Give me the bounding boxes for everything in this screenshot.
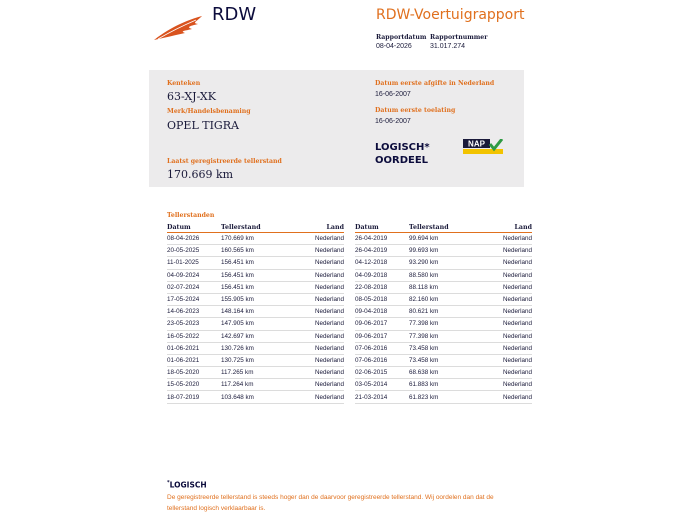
cell-date: 09-06-2017 (355, 330, 409, 342)
cell-date: 23-05-2023 (167, 318, 221, 330)
cell-reading: 61.823 km (409, 391, 469, 403)
cell-reading: 148.164 km (221, 306, 281, 318)
license-plate: 63-XJ-XK (167, 90, 216, 103)
table-row (167, 391, 344, 403)
table-row (167, 269, 344, 281)
cell-date: 16-05-2022 (167, 330, 221, 342)
cell-country: Nederland (281, 318, 344, 330)
last-odometer-label: Laatst geregistreerde tellerstand (167, 158, 282, 165)
plate-label: Kenteken (167, 80, 201, 87)
cell-reading: 155.905 km (221, 293, 281, 305)
cell-country: Nederland (281, 233, 344, 245)
report-date: 08-04-2026 (376, 43, 412, 50)
footnote-text: De geregistreerde tellerstand is steeds hoger dan de daarvoor geregistreerde tellerstand. Wij oordelen dan dat de tellerstand logisch verklaarbaar is. (167, 494, 494, 512)
brand-name: RDW (212, 4, 257, 25)
cell-date: 21-03-2014 (355, 391, 409, 403)
cell-reading: 93.290 km (409, 257, 469, 269)
footnote-marker: * (167, 480, 170, 486)
table-row (355, 330, 532, 342)
document-title: RDW-Voertuigrapport (376, 7, 525, 23)
cell-date: 01-06-2021 (167, 342, 221, 354)
table-row (355, 354, 532, 366)
cell-date: 20-05-2025 (167, 245, 221, 257)
cell-country: Nederland (469, 306, 532, 318)
cell-country: Nederland (281, 342, 344, 354)
cell-date: 18-05-2020 (167, 367, 221, 379)
cell-country: Nederland (281, 367, 344, 379)
cell-date: 22-08-2018 (355, 281, 409, 293)
cell-country: Nederland (469, 245, 532, 257)
cell-reading: 61.883 km (409, 379, 469, 391)
cell-country: Nederland (469, 342, 532, 354)
table-row (355, 233, 532, 245)
cell-reading: 77.398 km (409, 330, 469, 342)
report-date-label: Rapportdatum (376, 34, 427, 41)
vehicle-summary-panel (149, 70, 524, 187)
cell-date: 14-06-2023 (167, 306, 221, 318)
cell-country: Nederland (469, 293, 532, 305)
cell-date: 08-04-2026 (167, 233, 221, 245)
table-row (167, 330, 344, 342)
cell-reading: 99.694 km (409, 233, 469, 245)
table-row (355, 257, 532, 269)
column-header-country: Land (281, 223, 344, 233)
cell-reading: 68.638 km (409, 367, 469, 379)
cell-date: 11-01-2025 (167, 257, 221, 269)
odometer-section-title: Tellerstanden (167, 212, 215, 219)
cell-date: 17-05-2024 (167, 293, 221, 305)
verdict-line-1: LOGISCH* (375, 142, 430, 153)
last-odometer-value: 170.669 km (167, 168, 234, 181)
cell-date: 18-07-2019 (167, 391, 221, 403)
table-row (167, 318, 344, 330)
table-row (355, 367, 532, 379)
cell-date: 02-07-2024 (167, 281, 221, 293)
column-header-date: Datum (355, 223, 409, 233)
cell-country: Nederland (281, 330, 344, 342)
cell-date: 04-09-2024 (167, 269, 221, 281)
verdict-line-2: OORDEEL (375, 155, 429, 166)
first-admission-label: Datum eerste toelating (375, 107, 456, 114)
first-admission: 16-06-2007 (375, 118, 411, 125)
cell-reading: 103.648 km (221, 391, 281, 403)
table-row (355, 306, 532, 318)
odometer-verdict (375, 141, 430, 167)
cell-reading: 130.726 km (221, 342, 281, 354)
cell-date: 02-06-2015 (355, 367, 409, 379)
cell-reading: 117.265 km (221, 367, 281, 379)
column-header-reading: Tellerstand (221, 223, 281, 233)
cell-country: Nederland (281, 379, 344, 391)
column-header-country: Land (469, 223, 532, 233)
table-row (355, 391, 532, 403)
cell-reading: 156.451 km (221, 269, 281, 281)
cell-reading: 156.451 km (221, 281, 281, 293)
cell-date: 01-06-2021 (167, 354, 221, 366)
cell-country: Nederland (469, 257, 532, 269)
table-row (355, 379, 532, 391)
column-header-reading: Tellerstand (409, 223, 469, 233)
cell-date: 07-06-2016 (355, 354, 409, 366)
table-row (355, 318, 532, 330)
cell-reading: 82.160 km (409, 293, 469, 305)
cell-date: 09-06-2017 (355, 318, 409, 330)
cell-reading: 88.118 km (409, 281, 469, 293)
table-row (167, 233, 344, 245)
cell-country: Nederland (281, 306, 344, 318)
table-row (167, 342, 344, 354)
footnote-title-text: LOGISCH (169, 480, 207, 490)
cell-country: Nederland (281, 354, 344, 366)
cell-country: Nederland (469, 391, 532, 403)
table-row (167, 281, 344, 293)
cell-reading: 160.565 km (221, 245, 281, 257)
footnote-title (167, 480, 207, 490)
cell-date: 15-05-2020 (167, 379, 221, 391)
cell-country: Nederland (469, 367, 532, 379)
cell-reading: 80.621 km (409, 306, 469, 318)
cell-country: Nederland (281, 245, 344, 257)
cell-date: 26-04-2019 (355, 245, 409, 257)
cell-country: Nederland (281, 391, 344, 403)
make-label: Merk/Handelsbenaming (167, 108, 251, 115)
cell-reading: 73.458 km (409, 354, 469, 366)
cell-date: 26-04-2019 (355, 233, 409, 245)
rdw-logo-icon (152, 14, 204, 42)
table-row (355, 269, 532, 281)
cell-country: Nederland (469, 318, 532, 330)
nap-check-icon (463, 139, 503, 155)
cell-country: Nederland (469, 269, 532, 281)
table-row (167, 293, 344, 305)
cell-reading: 130.725 km (221, 354, 281, 366)
cell-reading: 142.697 km (221, 330, 281, 342)
report-number-label: Rapportnummer (430, 34, 488, 41)
cell-reading: 170.669 km (221, 233, 281, 245)
table-row (167, 367, 344, 379)
table-row (355, 281, 532, 293)
cell-reading: 73.458 km (409, 342, 469, 354)
odometer-table-left (167, 223, 344, 404)
report-number: 31.017.274 (430, 43, 466, 50)
column-header-date: Datum (167, 223, 221, 233)
cell-date: 07-06-2016 (355, 342, 409, 354)
cell-date: 04-12-2018 (355, 257, 409, 269)
nap-logo-text: NAP (468, 139, 485, 149)
cell-country: Nederland (281, 257, 344, 269)
cell-reading: 77.398 km (409, 318, 469, 330)
cell-date: 03-05-2014 (355, 379, 409, 391)
cell-country: Nederland (469, 354, 532, 366)
first-admission-nl: 16-06-2007 (375, 91, 411, 98)
cell-country: Nederland (469, 379, 532, 391)
cell-date: 08-05-2018 (355, 293, 409, 305)
table-row (167, 257, 344, 269)
cell-reading: 117.264 km (221, 379, 281, 391)
cell-country: Nederland (469, 330, 532, 342)
odometer-table-right (355, 223, 532, 404)
table-row (355, 342, 532, 354)
cell-country: Nederland (281, 281, 344, 293)
table-row (167, 379, 344, 391)
cell-reading: 147.905 km (221, 318, 281, 330)
cell-country: Nederland (281, 293, 344, 305)
table-row (167, 245, 344, 257)
table-row (355, 293, 532, 305)
vehicle-make: OPEL TIGRA (167, 119, 239, 132)
cell-reading: 99.693 km (409, 245, 469, 257)
cell-date: 09-04-2018 (355, 306, 409, 318)
first-admission-nl-label: Datum eerste afgifte in Nederland (375, 80, 495, 87)
cell-country: Nederland (281, 269, 344, 281)
table-row (355, 245, 532, 257)
table-row (167, 306, 344, 318)
cell-country: Nederland (469, 233, 532, 245)
cell-reading: 88.580 km (409, 269, 469, 281)
cell-country: Nederland (469, 281, 532, 293)
table-row (167, 354, 344, 366)
cell-reading: 156.451 km (221, 257, 281, 269)
cell-date: 04-09-2018 (355, 269, 409, 281)
